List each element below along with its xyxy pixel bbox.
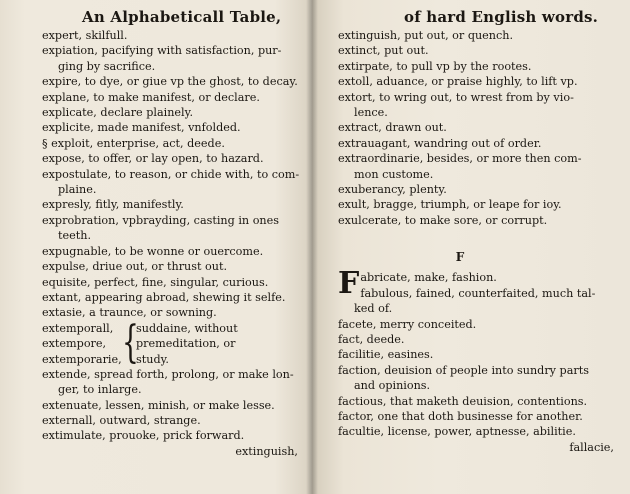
dictionary-entry: exuberancy, plenty. [338,183,447,197]
f-entries [338,266,622,439]
dictionary-entry: extort, to wring out, to wrest from by vio- [338,90,574,104]
entry-continuation: mon custome. [354,167,434,181]
dictionary-entry: fabulous, fained, counterfaited, much tal- [360,286,596,300]
dictionary-entry: expose, to offer, or lay open, to hazard. [42,152,264,166]
bracket-meaning: premeditation, or [136,337,236,351]
entry-text: abricate, make, fashion. [360,271,497,285]
dictionary-entry: fact, deede. [338,332,405,346]
dictionary-entry: expugnable, to be wonne or ouercome. [42,244,264,258]
section-letter: F [455,250,465,265]
dictionary-entry: exult, bragge, triumph, or leape for ioy. [338,198,562,212]
right-running-header: of hard English words. [404,8,599,26]
extempore-bracket-group [42,316,306,368]
bracket-meaning: suddaine, without [136,321,238,335]
dictionary-entry: extende, spread forth, prolong, or make lon- [42,367,294,381]
dictionary-entry: expert, skilfull. [42,29,128,42]
entry-continuation: and opinions. [354,379,431,393]
dictionary-entry: expire, to dye, or giue vp the ghost, to decay. [42,75,298,89]
dictionary-entry: factious, that maketh deuision, contentions. [338,394,588,408]
entry-continuation: ging by sacrifice. [58,59,156,73]
dictionary-entry: expresly, fitly, manifestly. [42,198,184,212]
dictionary-entry: extenuate, lessen, minish, or make lesse. [42,398,275,412]
entry-continuation: teeth. [58,229,91,243]
curly-brace-icon: { [122,316,139,368]
dictionary-entry: expostulate, to reason, or chide with, to com- [42,167,300,181]
dictionary-entry: extant, appearing abroad, shewing it selfe. [42,290,286,304]
dictionary-entry: extraordinarie, besides, or more then com- [338,152,582,166]
bracket-headword: extempore, [42,337,107,351]
dictionary-entry: § exploit, enterprise, act, deede. [42,136,225,150]
right-entries [338,28,622,228]
left-catchword: extinguish, [235,444,298,458]
dictionary-entry: expiation, pacifying with satisfaction, pur- [42,44,282,58]
drop-cap: F [338,266,360,302]
dictionary-entry: extract, drawn out. [338,121,447,135]
left-entries-continued [42,367,306,444]
dictionary-entry: factor, one that doth businesse for another. [338,409,583,423]
dictionary-entry: facultie, license, power, aptnesse, abilitie. [338,425,576,439]
dictionary-entry: externall, outward, strange. [42,413,201,427]
dictionary-entry: equisite, perfect, fine, singular, curious. [42,275,269,289]
entry-continuation: ger, to inlarge. [58,383,142,397]
dictionary-entry: facilitie, easines. [338,348,434,362]
dictionary-entry: exulcerate, to make sore, or corrupt. [338,213,548,227]
dictionary-entry: expulse, driue out, or thrust out. [42,260,228,274]
right-page [312,0,630,494]
dictionary-entry: explicite, made manifest, vnfolded. [42,121,241,135]
bracket-headword: extemporarie, [42,352,122,366]
dictionary-entry: exprobration, vpbrayding, casting in ones [42,213,279,227]
dictionary-entry: faction, deuision of people into sundry parts [338,363,589,377]
entry-continuation: lence. [354,106,388,120]
dictionary-entry: extinct, put out. [338,44,429,58]
bracket-words [42,321,122,367]
left-running-header: An Alphabeticall Table, [82,8,282,26]
bracket-headword: extemporall, [42,321,114,335]
dictionary-entry: explicate, declare plainely. [42,106,194,120]
left-page [0,0,312,494]
bracket-meaning: study. [136,352,169,366]
dictionary-entry: extrauagant, wandring out of order. [338,136,542,150]
entry-continuation: plaine. [58,183,97,197]
left-entries [42,28,306,321]
entry-continuation: ked of. [354,302,393,316]
dictionary-entry: extasie, a traunce, or sowning. [42,306,217,320]
dictionary-entry: extinguish, put out, or quench. [338,29,514,42]
dictionary-entry: facete, merry conceited. [338,317,477,331]
right-catchword: fallacie, [569,440,614,454]
dictionary-entry: extimulate, prouoke, prick forward. [42,429,245,443]
dictionary-entry: explane, to make manifest, or declare. [42,90,260,104]
bracket-meanings [136,321,286,367]
dictionary-entry: extirpate, to pull vp by the rootes. [338,59,532,73]
dictionary-entry: extoll, aduance, or praise highly, to lift vp. [338,75,578,89]
